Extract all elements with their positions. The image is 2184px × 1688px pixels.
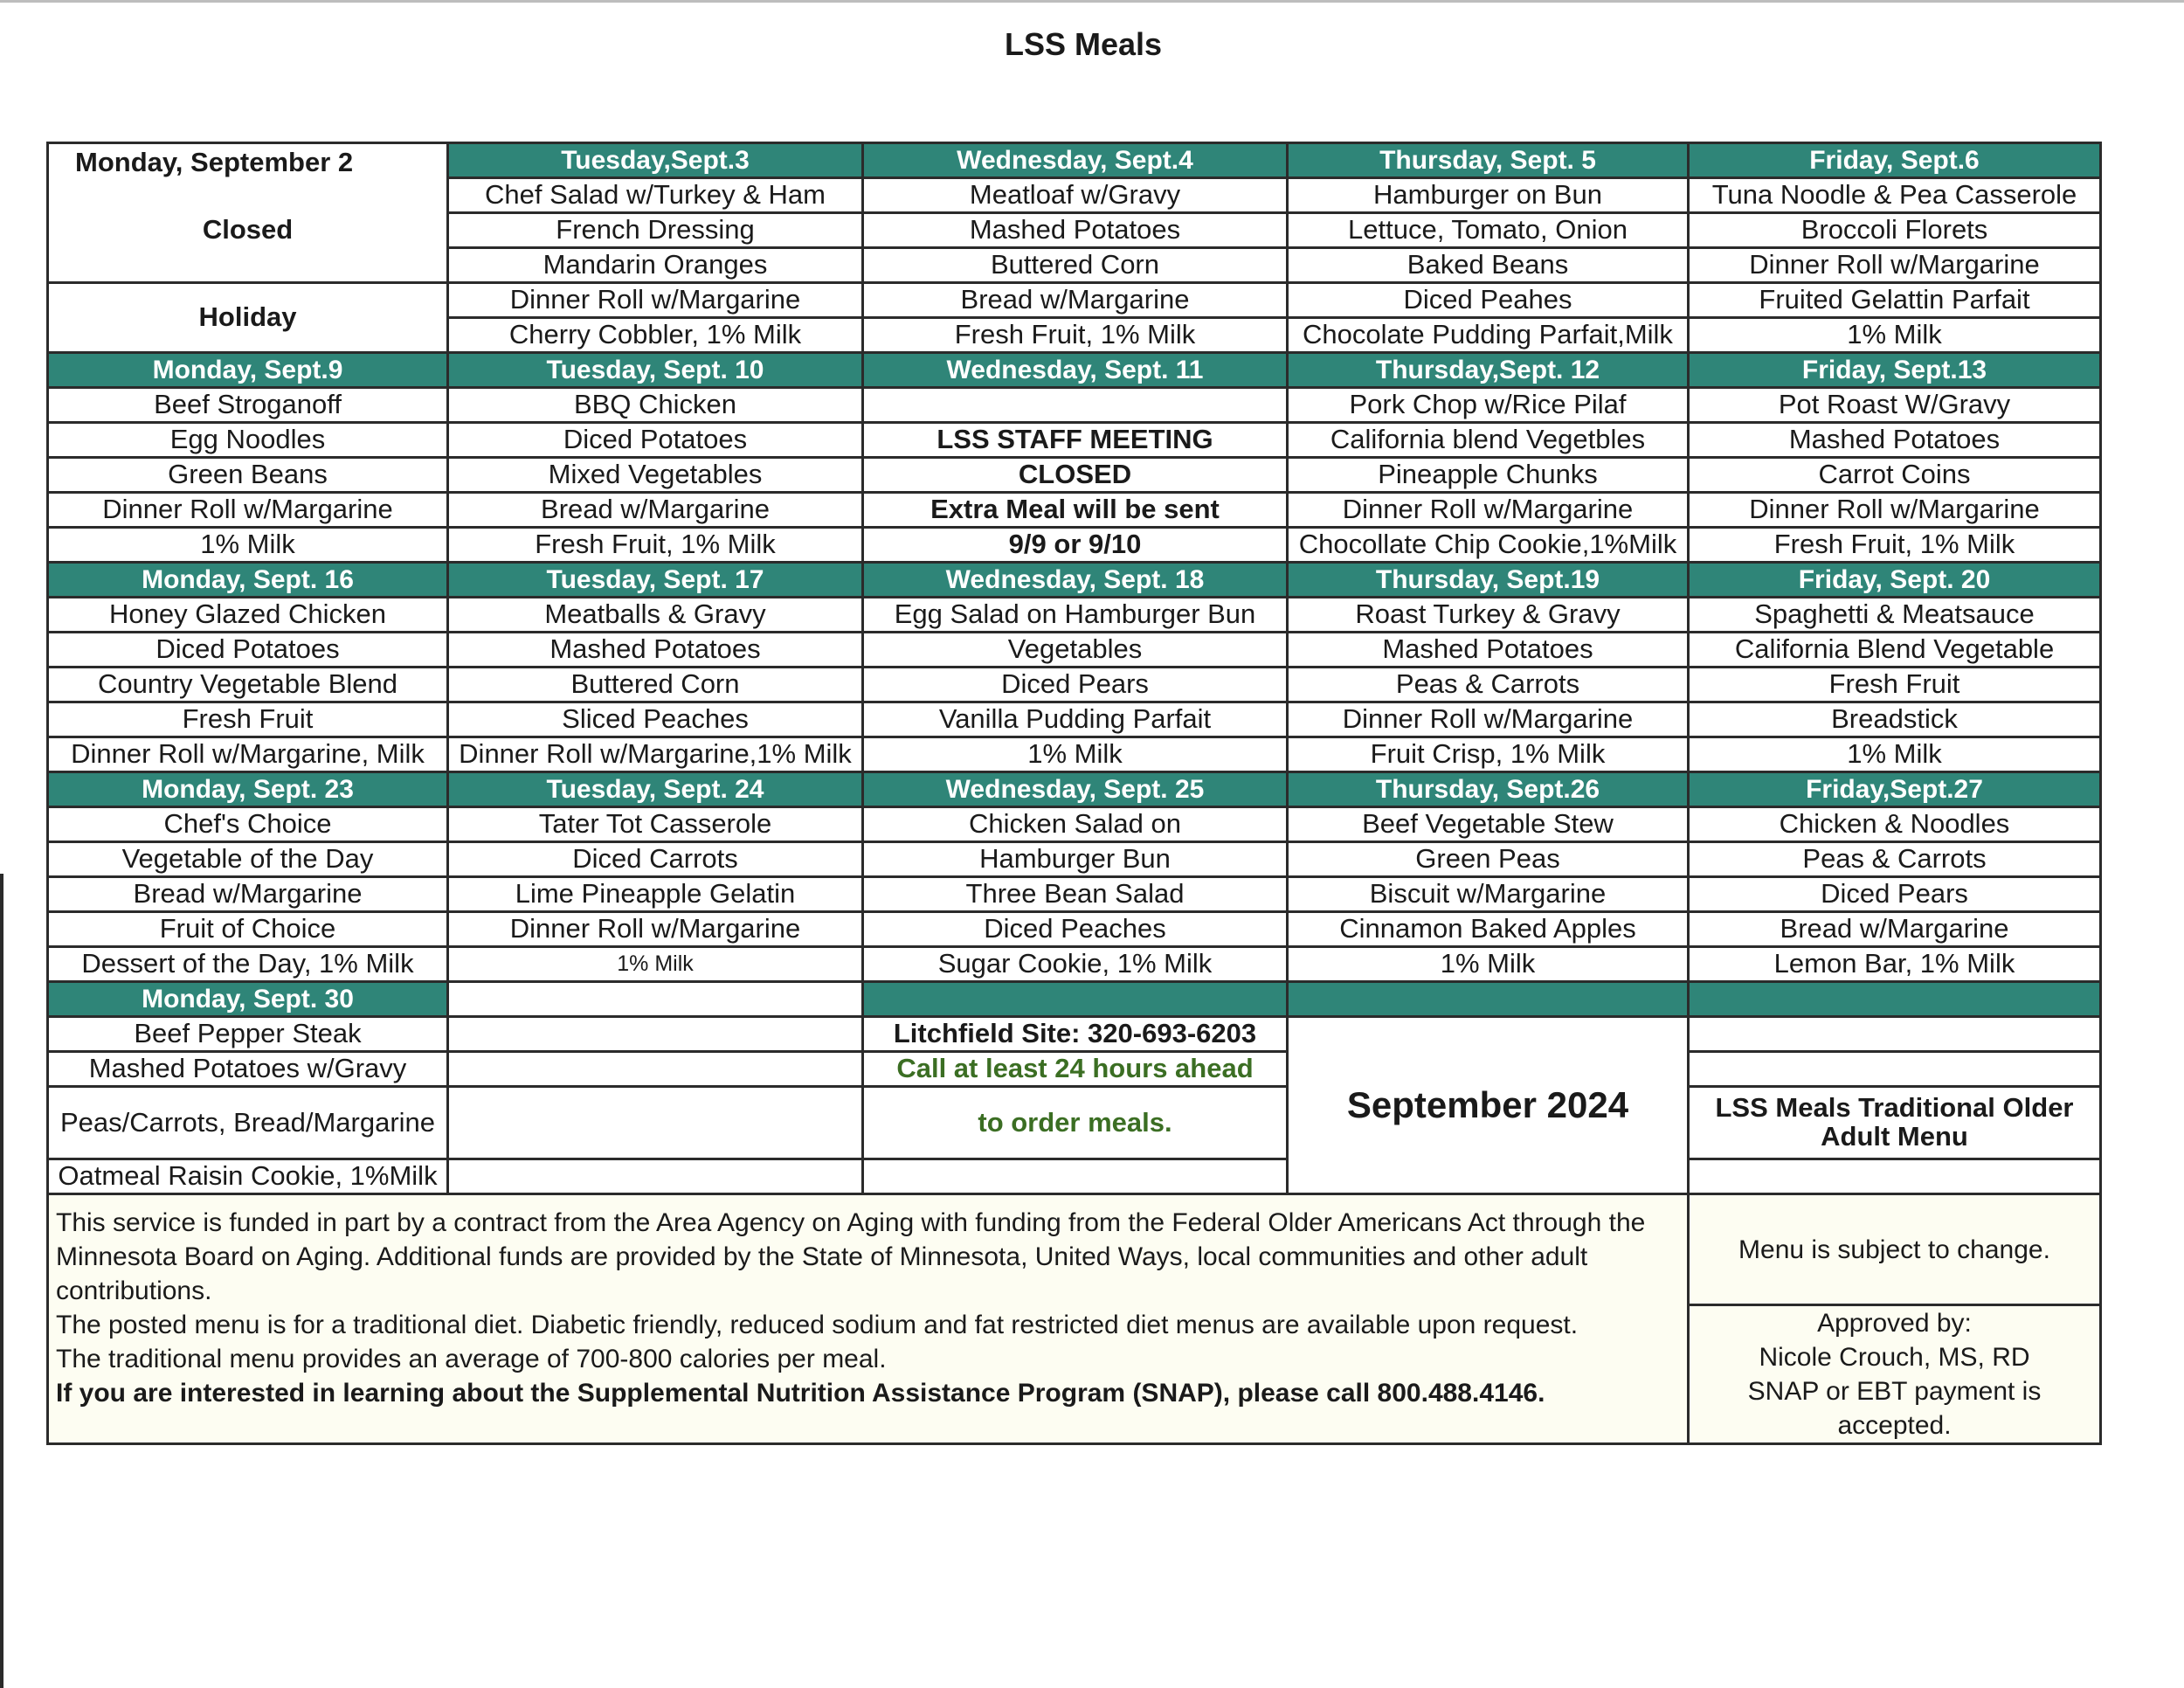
menu-item: Bread w/Margarine — [48, 877, 448, 912]
menu-item: Mashed Potatoes — [1288, 633, 1689, 668]
menu-item: Sliced Peaches — [448, 702, 863, 737]
empty-header — [1288, 982, 1689, 1017]
header-thu-sept19: Thursday, Sept.19 — [1288, 563, 1689, 598]
menu-item: Dinner Roll w/Margarine — [448, 912, 863, 947]
approved-by-label: Approved by: — [1817, 1309, 1972, 1338]
menu-item: Cinnamon Baked Apples — [1288, 912, 1689, 947]
menu-item: Buttered Corn — [448, 668, 863, 702]
calories-text: The traditional menu provides an average of 700-800 calories per meal. — [56, 1345, 887, 1373]
menu-item: Chicken Salad on — [863, 807, 1288, 842]
staff-meeting-note: LSS STAFF MEETING — [863, 423, 1288, 458]
header-tue-sept24: Tuesday, Sept. 24 — [448, 772, 863, 807]
menu-item: 1% Milk — [48, 528, 448, 563]
menu-item: Three Bean Salad — [863, 877, 1288, 912]
menu-item: Sugar Cookie, 1% Milk — [863, 947, 1288, 982]
menu-item: Beef Vegetable Stew — [1288, 807, 1689, 842]
menu-item: California blend Vegetbles — [1288, 423, 1689, 458]
header-tue-sept3: Tuesday,Sept.3 — [448, 143, 863, 178]
menu-item: Mashed Potatoes w/Gravy — [48, 1052, 448, 1087]
menu-item: California Blend Vegetable — [1689, 633, 2101, 668]
menu-item: Meatloaf w/Gravy — [863, 178, 1288, 213]
menu-item: Mashed Potatoes — [448, 633, 863, 668]
monday-sept2-cell — [48, 143, 448, 283]
menu-item: Oatmeal Raisin Cookie, 1%Milk — [48, 1159, 448, 1194]
dietitian-name: Nicole Crouch, MS, RD — [1759, 1343, 2030, 1372]
empty-cell — [448, 1087, 863, 1159]
menu-item: Chocolate Pudding Parfait,Milk — [1288, 318, 1689, 353]
menu-item: Bread w/Margarine — [863, 283, 1288, 318]
menu-item: Dinner Roll w/Margarine, Milk — [48, 737, 448, 772]
header-mon-sept16: Monday, Sept. 16 — [48, 563, 448, 598]
empty-cell — [1689, 1052, 2101, 1087]
menu-item: 1% Milk — [1288, 947, 1689, 982]
header-thu-sept26: Thursday, Sept.26 — [1288, 772, 1689, 807]
menu-item: Fresh Fruit, 1% Milk — [863, 318, 1288, 353]
menu-item: Hamburger on Bun — [1288, 178, 1689, 213]
empty-cell — [448, 1017, 863, 1052]
menu-item: Mixed Vegetables — [448, 458, 863, 493]
menu-item: Lemon Bar, 1% Milk — [1689, 947, 2101, 982]
menu-item: Diced Potatoes — [48, 633, 448, 668]
menu-item: Green Beans — [48, 458, 448, 493]
page-title: LSS Meals — [1004, 26, 1163, 62]
closed-note: CLOSED — [863, 458, 1288, 493]
menu-item: Egg Salad on Hamburger Bun — [863, 598, 1288, 633]
menu-item: Pork Chop w/Rice Pilaf — [1288, 388, 1689, 423]
month-label: September 2024 — [1288, 1017, 1689, 1194]
menu-item: Chocollate Chip Cookie,1%Milk — [1288, 528, 1689, 563]
menu-item: Fruit of Choice — [48, 912, 448, 947]
top-edge-line — [0, 0, 2184, 3]
menu-item: Vegetables — [863, 633, 1288, 668]
header-fri-sept6: Friday, Sept.6 — [1689, 143, 2101, 178]
menu-item: Dinner Roll w/Margarine — [1288, 493, 1689, 528]
funding-note — [48, 1194, 1689, 1444]
menu-item: Dinner Roll w/Margarine — [1689, 248, 2101, 283]
empty-cell — [448, 982, 863, 1017]
menu-item: Mandarin Oranges — [448, 248, 863, 283]
menu-item: Tater Tot Casserole — [448, 807, 863, 842]
menu-item: Breadstick — [1689, 702, 2101, 737]
menu-item: Baked Beans — [1288, 248, 1689, 283]
menu-item: Peas/Carrots, Bread/Margarine — [48, 1087, 448, 1159]
menu-table — [46, 142, 2102, 1445]
menu-item: Diced Pears — [1689, 877, 2101, 912]
menu-item: Lime Pineapple Gelatin — [448, 877, 863, 912]
menu-item: 1% Milk — [1689, 737, 2101, 772]
menu-item: Chicken & Noodles — [1689, 807, 2101, 842]
menu-item: Carrot Coins — [1689, 458, 2101, 493]
snap-text: If you are interested in learning about the Supplemental Nutrition Assistance Program (SNAP), please call 800.488.4146. — [56, 1379, 1545, 1408]
header-wed-sept4: Wednesday, Sept.4 — [863, 143, 1288, 178]
menu-item: Buttered Corn — [863, 248, 1288, 283]
monday-sept2-date: Monday, September 2 — [75, 147, 354, 177]
menu-item: French Dressing — [448, 213, 863, 248]
menu-item: Broccoli Florets — [1689, 213, 2101, 248]
menu-item: Peas & Carrots — [1288, 668, 1689, 702]
menu-item: Honey Glazed Chicken — [48, 598, 448, 633]
funding-text: This service is funded in part by a contract from the Area Agency on Aging with funding from the Federal Older Americans Act through the Minnesota Board on Aging. Additional funds are provided by the State of Minnesota, United Ways, local communities and other adult contributions. — [56, 1208, 1646, 1305]
empty-cell — [448, 1159, 863, 1194]
header-fri-sept27: Friday,Sept.27 — [1689, 772, 2101, 807]
menu-item: Mashed Potatoes — [863, 213, 1288, 248]
header-wed-sept18: Wednesday, Sept. 18 — [863, 563, 1288, 598]
menu-item: Spaghetti & Meatsauce — [1689, 598, 2101, 633]
menu-item: Meatballs & Gravy — [448, 598, 863, 633]
menu-item: Country Vegetable Blend — [48, 668, 448, 702]
header-mon-sept30: Monday, Sept. 30 — [48, 982, 448, 1017]
approval-block — [1689, 1305, 2101, 1444]
menu-item: Diced Pears — [863, 668, 1288, 702]
header-wed-sept11: Wednesday, Sept. 11 — [863, 353, 1288, 388]
menu-item: Lettuce, Tomato, Onion — [1288, 213, 1689, 248]
menu-item: Mashed Potatoes — [1689, 423, 2101, 458]
holiday-label: Holiday — [48, 283, 448, 353]
menu-item: Fresh Fruit — [1689, 668, 2101, 702]
menu-item: 1% Milk — [863, 737, 1288, 772]
menu-item: Bread w/Margarine — [1689, 912, 2101, 947]
menu-item: Fruited Gelattin Parfait — [1689, 283, 2101, 318]
menu-item: 1% Milk — [448, 947, 863, 982]
menu-item: Cherry Cobbler, 1% Milk — [448, 318, 863, 353]
menu-item: Dinner Roll w/Margarine — [48, 493, 448, 528]
header-mon-sept9: Monday, Sept.9 — [48, 353, 448, 388]
header-thu-sept12: Thursday,Sept. 12 — [1288, 353, 1689, 388]
order-meals-note: to order meals. — [863, 1087, 1288, 1159]
header-thu-sept5: Thursday, Sept. 5 — [1288, 143, 1689, 178]
empty-cell — [1689, 1017, 2101, 1052]
menu-item: Vanilla Pudding Parfait — [863, 702, 1288, 737]
diet-text: The posted menu is for a traditional diet. Diabetic friendly, reduced sodium and fat restricted diet menus are available upon request. — [56, 1311, 1579, 1339]
menu-item: 1% Milk — [1689, 318, 2101, 353]
menu-item: Fruit Crisp, 1% Milk — [1288, 737, 1689, 772]
empty-cell — [448, 1052, 863, 1087]
empty-header — [1689, 982, 2101, 1017]
menu-item: Fresh Fruit, 1% Milk — [448, 528, 863, 563]
menu-item: Fresh Fruit — [48, 702, 448, 737]
extra-meal-note: Extra Meal will be sent — [863, 493, 1288, 528]
extra-meal-dates: 9/9 or 9/10 — [863, 528, 1288, 563]
empty-header — [863, 982, 1288, 1017]
menu-item: Tuna Noodle & Pea Casserole — [1689, 178, 2101, 213]
menu-item: Fresh Fruit, 1% Milk — [1689, 528, 2101, 563]
menu-item — [863, 388, 1288, 423]
menu-item: Dinner Roll w/Margarine — [1288, 702, 1689, 737]
menu-item: Bread w/Margarine — [448, 493, 863, 528]
header-fri-sept13: Friday, Sept.13 — [1689, 353, 2101, 388]
menu-item: Hamburger Bun — [863, 842, 1288, 877]
menu-item: Roast Turkey & Gravy — [1288, 598, 1689, 633]
site-phone: Litchfield Site: 320-693-6203 — [863, 1017, 1288, 1052]
menu-item: Beef Stroganoff — [48, 388, 448, 423]
menu-item: Dinner Roll w/Margarine — [1689, 493, 2101, 528]
menu-item: Green Peas — [1288, 842, 1689, 877]
menu-item: Diced Potatoes — [448, 423, 863, 458]
menu-item: BBQ Chicken — [448, 388, 863, 423]
menu-item: Egg Noodles — [48, 423, 448, 458]
menu-item: Beef Pepper Steak — [48, 1017, 448, 1052]
menu-item: Diced Peaches — [863, 912, 1288, 947]
menu-item: Pot Roast W/Gravy — [1689, 388, 2101, 423]
header-tue-sept10: Tuesday, Sept. 10 — [448, 353, 863, 388]
menu-item: Chef Salad w/Turkey & Ham — [448, 178, 863, 213]
menu-item: Dinner Roll w/Margarine — [448, 283, 863, 318]
menu-item: Diced Carrots — [448, 842, 863, 877]
menu-item: Chef's Choice — [48, 807, 448, 842]
menu-item: Biscuit w/Margarine — [1288, 877, 1689, 912]
header-fri-sept20: Friday, Sept. 20 — [1689, 563, 2101, 598]
header-mon-sept23: Monday, Sept. 23 — [48, 772, 448, 807]
header-wed-sept25: Wednesday, Sept. 25 — [863, 772, 1288, 807]
menu-item: Diced Peahes — [1288, 283, 1689, 318]
empty-cell — [863, 1159, 1288, 1194]
menu-item: Peas & Carrots — [1689, 842, 2101, 877]
monday-sept2-closed: Closed — [202, 214, 294, 245]
payment-note: SNAP or EBT payment is accepted. — [1747, 1377, 2042, 1440]
menu-item: Pineapple Chunks — [1288, 458, 1689, 493]
header-tue-sept17: Tuesday, Sept. 17 — [448, 563, 863, 598]
call-ahead-note: Call at least 24 hours ahead — [863, 1052, 1288, 1087]
subject-to-change: Menu is subject to change. — [1689, 1194, 2101, 1305]
menu-item: Dessert of the Day, 1% Milk — [48, 947, 448, 982]
empty-cell — [1689, 1159, 2101, 1194]
menu-item: Dinner Roll w/Margarine,1% Milk — [448, 737, 863, 772]
scan-edge — [0, 874, 3, 1688]
menu-type-label: LSS Meals Traditional Older Adult Menu — [1689, 1087, 2101, 1159]
menu-item: Vegetable of the Day — [48, 842, 448, 877]
